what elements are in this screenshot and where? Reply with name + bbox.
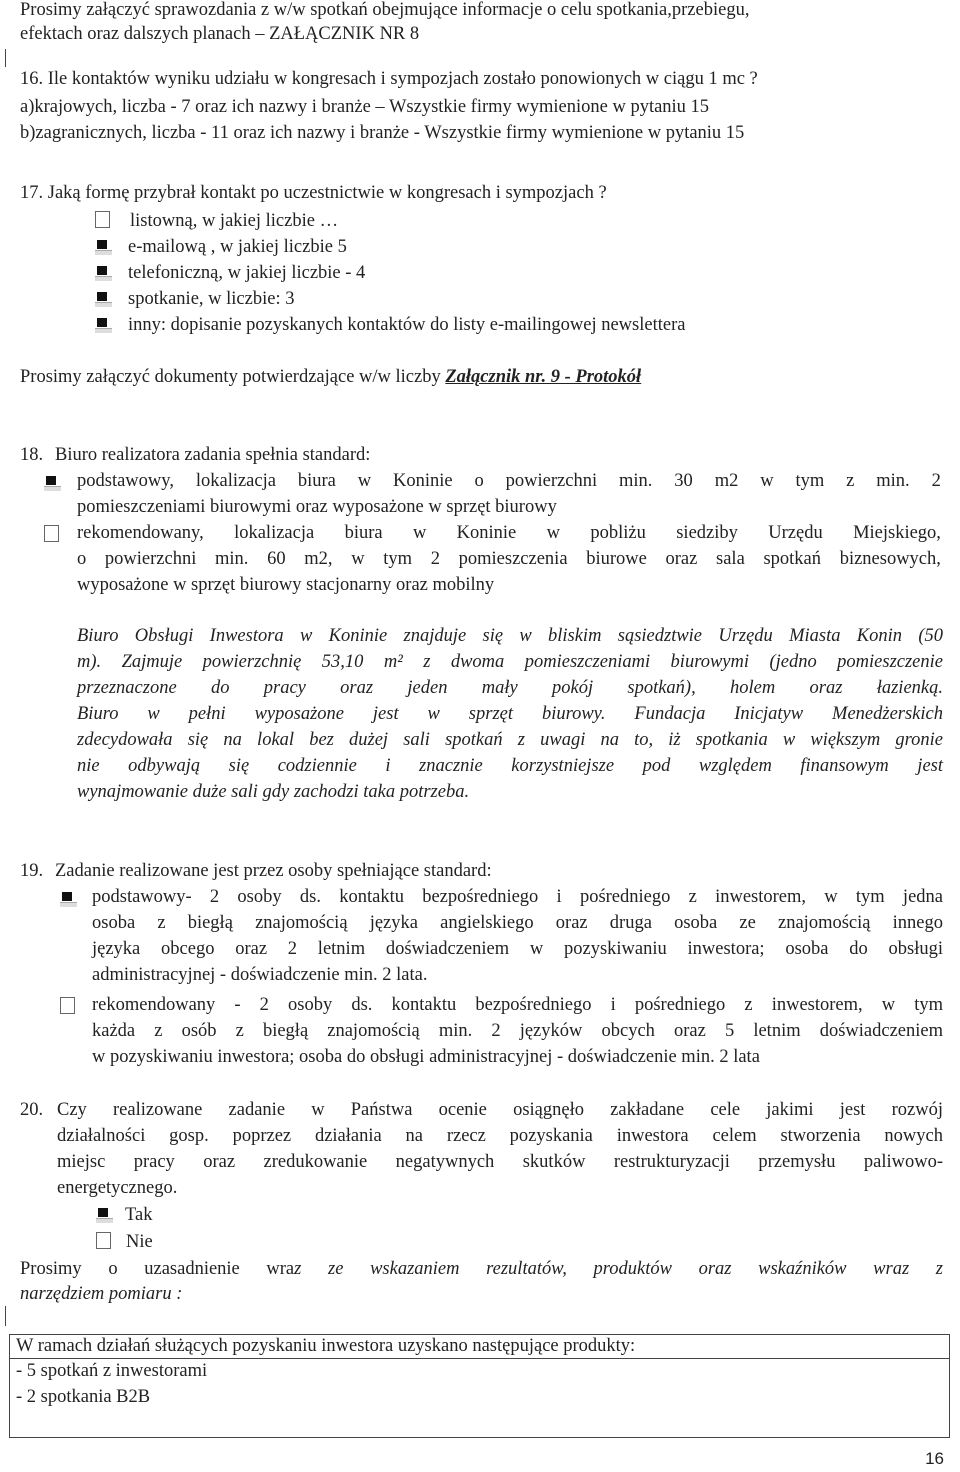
q17-option-label: spotkanie, w liczbie: 3	[128, 289, 295, 309]
checkbox-empty-icon	[44, 525, 59, 542]
q17-option[interactable]	[95, 234, 347, 260]
word: powierzchni	[505, 471, 598, 491]
q17-attachment-ref: Załącznik nr. 9 - Protokół	[445, 367, 642, 387]
word: 2	[931, 471, 941, 491]
word: Koninie	[393, 471, 453, 491]
q19-opt2-line: w pozyskiwaniu inwestora; osoba do obsługi administracyjnej - doświadczenie min. 2 lata	[92, 1047, 760, 1067]
products-table-header-text: W ramach działań służących pozyskaniu inwestora uzyskano następujące produkty:	[16, 1336, 636, 1356]
products-table-row: - 5 spotkań z inwestorami	[16, 1361, 208, 1381]
q20-no-label: Nie	[126, 1232, 153, 1252]
checkbox-checked-icon	[95, 237, 112, 255]
products-table-row: - 2 spotkania B2B	[16, 1387, 151, 1407]
q18-opt2-line-3: wyposażone w sprzęt biurowy stacjonarny oraz mobilny	[77, 575, 495, 595]
checkbox-empty-icon	[60, 997, 75, 1014]
margin-bar	[5, 1306, 6, 1326]
checkbox-checked-icon	[96, 1205, 113, 1223]
word: biura	[344, 523, 383, 543]
q19-opt1-line: języka obcego oraz 2 letnim doświadczeniem w pozyskiwaniu inwestora; osoba do obsługi	[92, 939, 943, 959]
page-number: 16	[925, 1449, 944, 1468]
q18-description-line: zdecydowała się na lokal bez dużej sali spotkań z uwagi na to, iż spotkania w większym gronie	[77, 730, 943, 750]
word: m2	[714, 471, 739, 491]
word: Urzędu	[768, 523, 823, 543]
q17-option-label: e-mailową , w jakiej liczbie 5	[128, 237, 347, 257]
q17-option[interactable]	[95, 312, 685, 338]
q16-b: b)zagranicznych, liczba - 11 oraz ich nazwy i branże - Wszystkie firmy wymienione w pytaniu 15	[20, 123, 745, 143]
q20-question-line: miejsc pracy oraz zredukowanie negatywnych skutków restrukturyzacji przemysłu paliwowo-	[57, 1152, 943, 1172]
checkbox-empty-icon	[95, 211, 110, 228]
q17-attachment-note: Prosimy załączyć dokumenty potwierdzające w/w liczby Załącznik nr. 9 - Protokół	[20, 367, 642, 387]
word: tym	[795, 471, 825, 491]
q18-description-line: m). Zajmuje powierzchnię 53,10 m² z dwoma pomieszczeniami biurowymi (jedno pomieszczenie	[77, 652, 943, 672]
q20-number: 20.	[20, 1100, 44, 1120]
word: w	[412, 523, 427, 543]
q19-opt2-checkbox[interactable]	[60, 994, 75, 1020]
q19-title: Zadanie realizowane jest przez osoby spełniające standard:	[55, 861, 492, 881]
q19-opt1-line: podstawowy- 2 osoby ds. kontaktu bezpośredniego i pośredniego z inwestorem, w tym jedna	[92, 887, 943, 907]
q17-option-label: listowną, w jakiej liczbie …	[130, 211, 339, 231]
q17-title: 17. Jaką formę przybrał kontakt po uczestnictwie w kongresach i sympozjach ?	[20, 183, 607, 203]
products-table-header	[10, 1335, 949, 1359]
word: m2,	[304, 549, 333, 569]
q18-number: 18.	[20, 445, 44, 465]
word: tym	[383, 549, 413, 569]
products-table	[9, 1334, 950, 1438]
word: 2	[430, 549, 440, 569]
word: biznesowych,	[839, 549, 941, 569]
q20-yes-option[interactable]	[96, 1202, 152, 1228]
q18-opt1-checkbox[interactable]	[44, 470, 61, 496]
intro-line-1: Prosimy załączyć sprawozdania z w/w spotkań obejmujące informacje o celu spotkania,przebiegu,	[20, 0, 750, 20]
checkbox-checked-icon	[60, 889, 77, 907]
word: rekomendowany,	[77, 523, 204, 543]
q20-question-line: energetycznego.	[57, 1178, 178, 1198]
word: z	[846, 471, 855, 491]
q19-opt1-line: administracyjnej - doświadczenie min. 2 lata.	[92, 965, 428, 985]
word: oraz	[665, 549, 698, 569]
checkbox-checked-icon	[95, 315, 112, 333]
q17-option-label: inny: dopisanie pozyskanych kontaktów do listy e-mailingowej newslettera	[128, 315, 686, 335]
q17-option[interactable]	[95, 286, 294, 312]
q17-option[interactable]	[95, 208, 338, 234]
word: pomieszczenia	[458, 549, 568, 569]
word: w	[351, 549, 365, 569]
q18-opt2-line-2	[77, 546, 941, 572]
q19-opt2-line: każda z osób z biegłą znajomością min. 2 języków obcych oraz 5 letnim doświadczeniem	[92, 1021, 943, 1041]
q20-justify-line-2: narzędziem pomiaru :	[20, 1284, 183, 1304]
checkbox-checked-icon	[95, 289, 112, 307]
q20-question-line: Czy realizowane zadanie w Państwa ocenie osiągnęło zakładane cele jakimi jest rozwój	[57, 1100, 943, 1120]
checkbox-checked-icon	[44, 473, 61, 491]
q17-option[interactable]	[95, 260, 365, 286]
word: pobliżu	[590, 523, 646, 543]
q18-description-line: przeznaczone do pracy oraz jeden mały pokój spotkań), holem oraz łazienką.	[77, 678, 943, 698]
checkbox-checked-icon	[95, 263, 112, 281]
q20-yes-label: Tak	[125, 1205, 153, 1225]
q17-option-label: telefoniczną, w jakiej liczbie - 4	[128, 263, 366, 283]
q18-description-line: Biuro Obsługi Inwestora w Koninie znajduje się w bliskim sąsiedztwie Urzędu Miasta Konin (50	[77, 626, 943, 646]
word: biurowe	[586, 549, 647, 569]
word: min.	[876, 471, 910, 491]
q18-description-line: wynajmowanie duże sali gdy zachodzi taka potrzeba.	[77, 782, 470, 802]
word: powierzchni	[104, 549, 197, 569]
q18-description-line: nie odbywają się codziennie i znacznie korzystniejsze pod względem finansowym jest	[77, 756, 943, 776]
word: w	[357, 471, 372, 491]
q18-title: Biuro realizatora zadania spełnia standard:	[55, 445, 371, 465]
word: Miejskiego,	[853, 523, 941, 543]
q16-title: 16. Ile kontaktów wyniku udziału w kongresach i sympozjach zostało ponowionych w ciągu 1 mc ?	[20, 69, 758, 89]
word: min.	[215, 549, 249, 569]
word: podstawowy,	[77, 471, 174, 491]
word: min.	[619, 471, 653, 491]
word: spotkań	[763, 549, 822, 569]
q18-opt1-line-1	[77, 468, 941, 494]
q20-question-line: działalności gosp. poprzez działania na rzecz pozyskania inwestora celem stworzenia nowych	[57, 1126, 943, 1146]
word: w	[546, 523, 561, 543]
q20-no-option[interactable]	[96, 1229, 153, 1255]
q19-opt1-checkbox[interactable]	[60, 886, 77, 912]
word: 60	[267, 549, 286, 569]
word: lokalizacja	[195, 471, 276, 491]
margin-bar	[5, 49, 6, 67]
q18-description-line: Biuro w pełni wyposażone jest w sprzęt biurowy. Fundacja Inicjatyw Menedżerskich	[77, 704, 943, 724]
word: lokalizacja	[234, 523, 315, 543]
word: o	[474, 471, 484, 491]
q18-opt2-line-1	[77, 520, 941, 546]
q16-a: a)krajowych, liczba - 7 oraz ich nazwy i branże – Wszystkie firmy wymienione w pytaniu 15	[20, 97, 710, 117]
q19-opt1-line: osoba z biegłą znajomością języka angielskiego oraz druga osoba ze znajomością innego	[92, 913, 943, 933]
word: Koninie	[456, 523, 517, 543]
q18-opt1-line-2: pomieszczeniami biurowymi oraz wyposażone w sprzęt biurowy	[77, 497, 557, 517]
q19-opt2-line: rekomendowany - 2 osoby ds. kontaktu bezpośredniego i pośredniego z inwestorem, w tym	[92, 995, 943, 1015]
word: sala	[716, 549, 745, 569]
word: o	[77, 549, 87, 569]
q19-number: 19.	[20, 861, 44, 881]
word: 30	[674, 471, 693, 491]
q18-opt2-checkbox[interactable]	[44, 522, 59, 548]
word: biura	[297, 471, 336, 491]
q20-justify-line-1: Prosimy o uzasadnienie wraz ze wskazaniem rezultatów, produktów oraz wskaźników wraz z	[20, 1259, 943, 1279]
word: siedziby	[676, 523, 738, 543]
word: w	[760, 471, 774, 491]
checkbox-empty-icon	[96, 1232, 111, 1249]
intro-line-2: efektach oraz dalszych planach – ZAŁĄCZNIK NR 8	[20, 24, 420, 44]
